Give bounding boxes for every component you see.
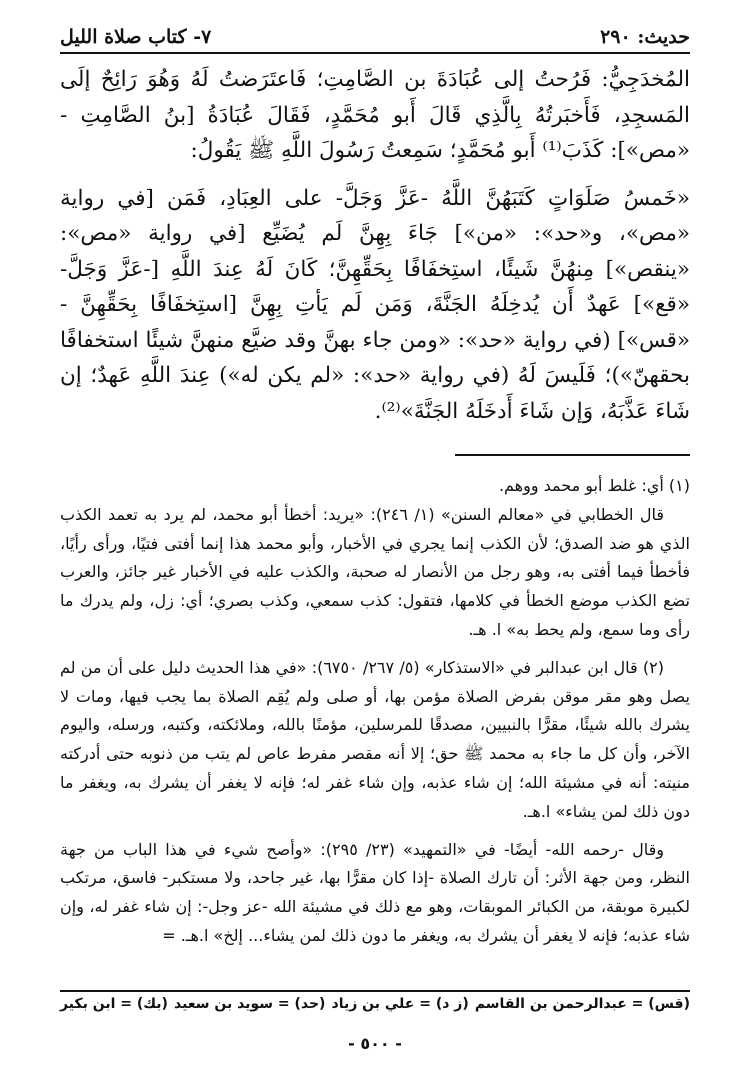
chapter-title: ٧- كتاب صلاة الليل	[60, 26, 212, 48]
footnote-1-quote: قال الخطابي في «معالم السنن» (١/ ٢٤٦): «يريد: أخطأ أبو محمد، لم يرد به تعمد الكذب الذي هو ضد الصدق؛ لأن الكذب إنما يجري في الأخبار، وأبو محمد هذا إنما أفتى فتيًا، ورأى رأيًا، فأخطأ فيما أفتى به، وهو رجل من الأنصار له صحبة، والكذب عليه في الأخبار غير جائز، والعرب تضع الكذب موضع الخطأ في كلامها، فتقول: كذب سمعي، وكذب بصري؛ أي: زل، ولم يدرك ما رأى وما سمع، ولم يحط به» ا. هـ.	[60, 504, 690, 639]
footnote-separator	[455, 454, 690, 456]
abbreviation-item: (ز د) = علي بن زياد	[331, 996, 469, 1012]
page-number: - ٥٠٠ -	[348, 1034, 402, 1053]
footnote-2-quote: وقال -رحمه الله- أيضًا- في «التمهيد» (٢٣/ ٢٩٥): «وأصح شيء في هذا الباب من جهة النظر، ومن جهة الأثر: أن تارك الصلاة -إذا كان مقرًّا بها، غير جاحد، ولا مستكبر- فاسق، مرتكب لكبيرة موبقة، من الكبائر الموبقات، وهو مع ذلك في مشيئة الله -عز وجل-: إن شاء غفر له، وإن شاء عذبه؛ فإنه لا يغفر أن يشرك به، ويغفر ما دون ذلك لمن يشاء... إلخ» ا.هـ. =	[60, 839, 690, 945]
page-header	[60, 18, 690, 54]
hadith-paragraph: «خَمسُ صَلَوَاتٍ كَتَبَهُنَّ اللَّهُ -عَزَّ وَجَلَّ- على العِبَادِ، فَمَن [في رواية «مص»، و«حد»: «من»] جَاءَ بِهِنَّ لَم يُضَيِّع [في رواية «مص»: «ينقص»] مِنهُنَّ شَيئًا، استِخفَافًا بِحَقِّهِنَّ؛ كَانَ لَهُ عِندَ اللَّهِ [-عَزَّ وَجَلَّ- «قع»] عَهدٌ أَن يُدخِلَهُ الجَنَّةَ، وَمَن لَم يَأتِ بِهِنَّ [استِخفَافًا بِحَقِّهِنَّ - «قس»] (في رواية «حد»: «ومن جاء بهنَّ وقد ضيَّع منهنَّ شيئًا استخفافًا بحقهنّ»)؛ فَلَيسَ لَهُ (في رواية «حد»: «لم يكن له») عِندَ اللَّهِ عَهدٌ؛ إن شَاءَ عَذَّبَهُ، وَإن شَاءَ أَدخَلَهُ الجَنَّةَ»⁽²⁾.	[60, 185, 690, 424]
abbreviation-item: (قس) = عبدالرحمن بن القاسم	[474, 996, 690, 1012]
hadith-text	[60, 62, 690, 429]
hadith-number: حديث: ٢٩٠	[600, 26, 690, 48]
abbreviation-key	[60, 996, 690, 1012]
footnotes	[60, 472, 690, 951]
footnote-2: (٢) قال ابن عبدالبر في «الاستذكار» (٥/ ٢٦٧/ ٦٧٥٠): «في هذا الحديث دليل على أن من لم يصل وهو مقر موقن بفرض الصلاة مؤمن بها، أو صلى ولم يُقِم الصلاة بما يجب فيها، ومات لا يشرك بالله شيئًا، مقرًّا بالنبيين، مصدقًا للمرسلين، مؤمنًا بالله، وملائكته، وكتبه، ورسله، واليوم الآخر، وأن كل ما جاء به محمد ﷺ حق؛ إلا أنه مقصر مفرط عاص لم يتب من ذنوبه حتى أدركته منيته: أنه في مشيئة الله؛ إن شاء عذبه، وإن شاء غفر له؛ فإنه لا يغفر أن يشرك به، ويغفر ما دون ذلك لمن يشاء» ا.هـ.	[60, 657, 690, 821]
hadith-paragraph: المُخدَجِيُّ: فَرُحتُ إلى عُبَادَةَ بن الصَّامِتِ؛ فَاعتَرَضتُ لَهُ وَهُوَ رَائِحٌ إلَى المَسجِدِ، فَأَخبَرتُهُ بِالَّذِي قَالَ أَبو مُحَمَّدٍ، فَقَالَ عُبَادَةُ [بنُ الصَّامِتِ - «مص»]: كَذَبَ⁽¹⁾ أَبو مُحَمَّدٍ؛ سَمِعتُ رَسُولَ اللَّهِ ﷺ يَقُولُ:	[60, 67, 690, 163]
abbreviation-item: (بك) = ابن بكير	[60, 996, 168, 1012]
footnote-1: (١) أي: غلط أبو محمد ووهم.	[498, 476, 690, 495]
abbreviation-item: (حد) = سويد بن سعيد	[174, 996, 326, 1012]
abbreviation-separator	[60, 990, 690, 992]
